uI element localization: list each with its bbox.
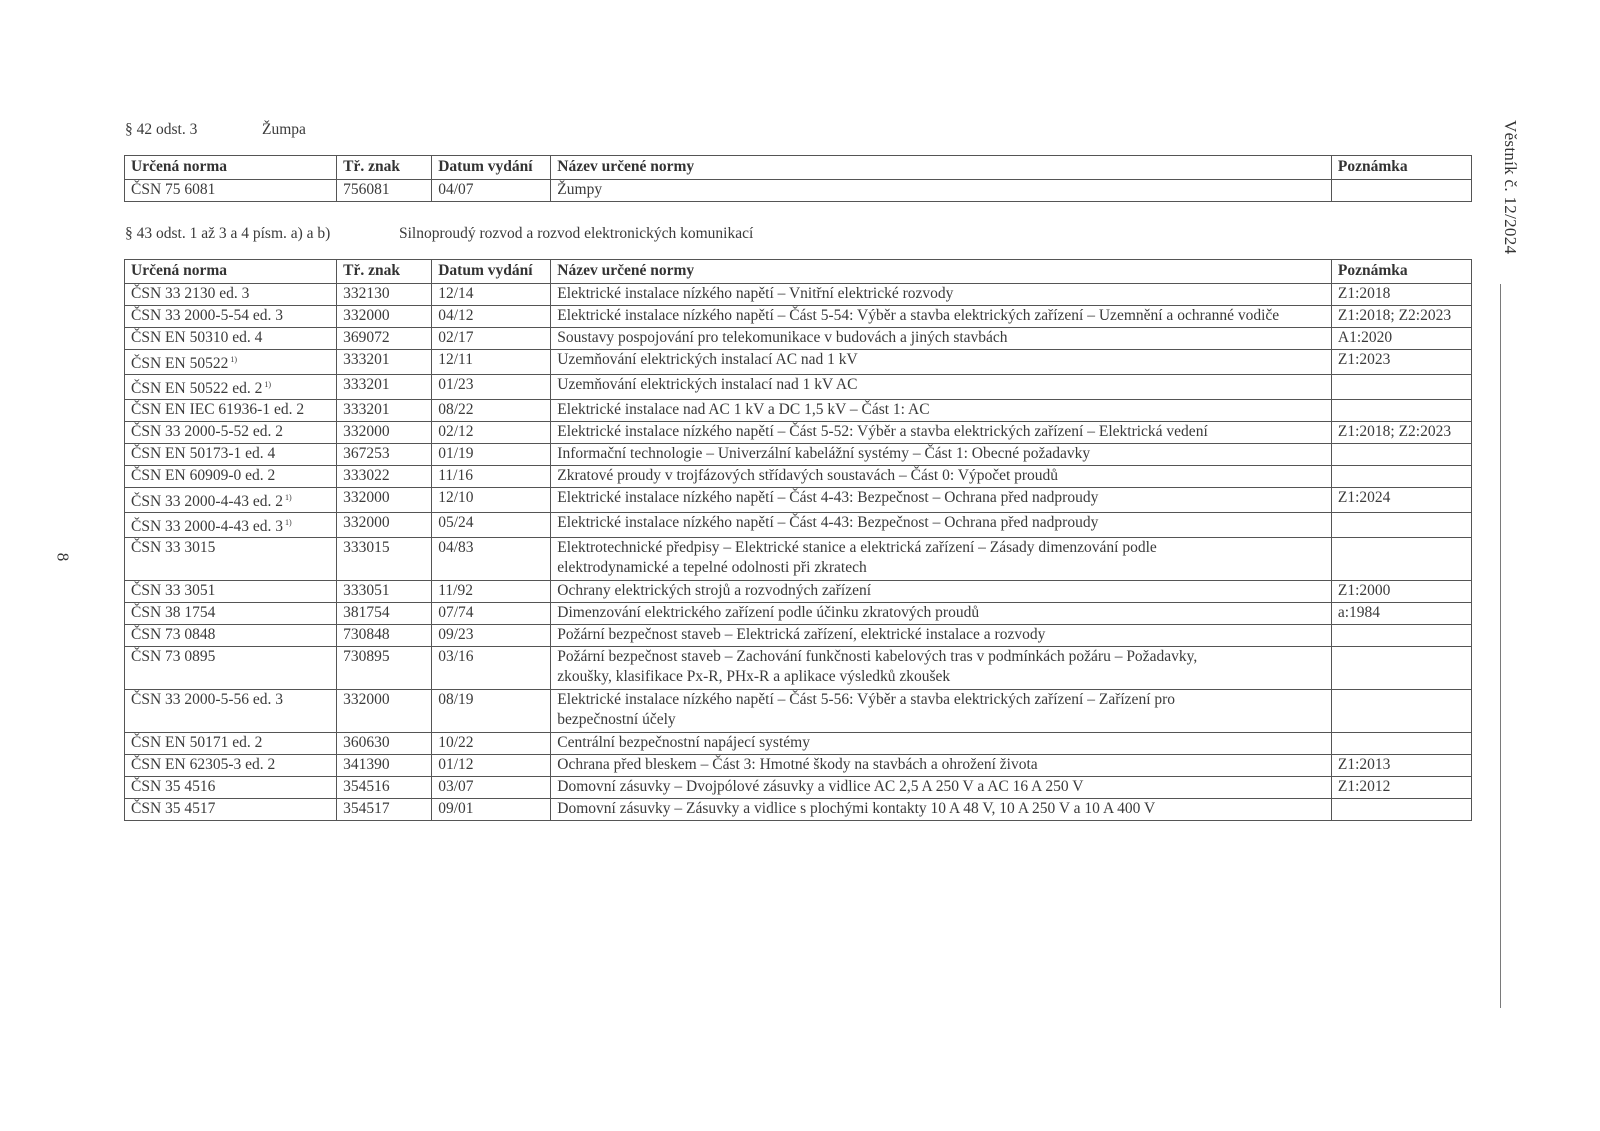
- cell-nazev-normy: [551, 375, 1332, 400]
- nazev-line: Uzemňování elektrických instalací AC nad 1 kV: [557, 351, 858, 368]
- table-row: [125, 777, 1472, 799]
- cell-datum-vydani: 01/23: [432, 375, 551, 400]
- cell-urcena-norma: [125, 422, 337, 444]
- table-row: [125, 284, 1472, 306]
- cell-trid-znak: 341390: [337, 755, 432, 777]
- page-number: 8: [53, 552, 73, 562]
- nazev-line: Dimenzování elektrického zařízení podle účinku zkratových proudů: [557, 604, 980, 621]
- section-paragraph: § 42 odst. 3: [125, 121, 198, 138]
- nazev-line: bezpečnostní účely: [557, 711, 676, 728]
- table-row: [125, 306, 1472, 328]
- cell-datum-vydani: 01/19: [432, 444, 551, 466]
- cell-nazev-normy: [551, 647, 1332, 690]
- cell-urcena-norma: [125, 690, 337, 733]
- table-row: [125, 581, 1472, 603]
- cell-datum-vydani: 05/24: [432, 513, 551, 538]
- header-datum-vydani: Datum vydání: [432, 260, 551, 284]
- table-row: [125, 466, 1472, 488]
- cell-poznamka: Z1:2013: [1331, 755, 1471, 777]
- cell-urcena-norma: [125, 513, 337, 538]
- nazev-line: Elektrické instalace nízkého napětí – Část 5-52: Výběr a stavba elektrických zařízení – Elektrická vedení: [557, 423, 1208, 440]
- cell-nazev-normy: [551, 625, 1332, 647]
- header-poznamka: Poznámka: [1331, 260, 1471, 284]
- cell-trid-znak: 730848: [337, 625, 432, 647]
- cell-datum-vydani: 10/22: [432, 733, 551, 755]
- cell-poznamka: [1331, 466, 1471, 488]
- cell-trid-znak: 354516: [337, 777, 432, 799]
- cell-trid-znak: 332000: [337, 306, 432, 328]
- cell-nazev-normy: [551, 488, 1332, 513]
- cell-poznamka: Z1:2000: [1331, 581, 1471, 603]
- nazev-line: Ochrany elektrických strojů a rozvodných zařízení: [557, 582, 872, 599]
- header-trid-znak: Tř. znak: [337, 156, 432, 180]
- norma-code: ČSN 33 2000-5-52 ed. 2: [131, 423, 283, 440]
- cell-nazev-normy: [551, 350, 1332, 375]
- table-row: [125, 350, 1472, 375]
- header-urcena-norma: Určená norma: [125, 156, 337, 180]
- cell-nazev-normy: [551, 284, 1332, 306]
- cell-nazev-normy: [551, 777, 1332, 799]
- cell-trid-znak: 730895: [337, 647, 432, 690]
- norma-code: ČSN 38 1754: [131, 604, 216, 621]
- cell-poznamka: [1331, 647, 1471, 690]
- nazev-line: Uzemňování elektrických instalací nad 1 kV AC: [557, 376, 858, 393]
- footnote-mark: 1): [284, 493, 292, 502]
- cell-poznamka: [1331, 538, 1471, 581]
- nazev-line: Zkratové proudy v trojfázových střídavých soustavách – Část 0: Výpočet proudů: [557, 467, 1059, 484]
- norma-code: ČSN EN 50310 ed. 4: [131, 329, 263, 346]
- cell-poznamka: [1331, 375, 1471, 400]
- cell-datum-vydani: 12/11: [432, 350, 551, 375]
- cell-urcena-norma: [125, 400, 337, 422]
- bulletin-title: Věstník č. 12/2024: [1501, 120, 1520, 255]
- cell-nazev-normy: [551, 690, 1332, 733]
- cell-urcena-norma: [125, 647, 337, 690]
- section-heading: [125, 225, 754, 243]
- cell-urcena-norma: [125, 603, 337, 625]
- cell-urcena-norma: [125, 306, 337, 328]
- cell-nazev-normy: [551, 733, 1332, 755]
- cell-nazev-normy: [551, 466, 1332, 488]
- cell-datum-vydani: 04/83: [432, 538, 551, 581]
- cell-datum-vydani: 03/16: [432, 647, 551, 690]
- norma-code: ČSN 73 0848: [131, 626, 216, 643]
- cell-urcena-norma: [125, 581, 337, 603]
- cell-urcena-norma: [125, 375, 337, 400]
- cell-nazev-normy: [551, 513, 1332, 538]
- cell-nazev-normy: [551, 538, 1332, 581]
- cell-trid-znak: 333051: [337, 581, 432, 603]
- side-divider: [1500, 284, 1501, 1008]
- cell-nazev-normy: [551, 755, 1332, 777]
- cell-nazev-normy: [551, 444, 1332, 466]
- norma-code: ČSN EN 50522: [131, 355, 229, 372]
- nazev-line: Elektrické instalace nad AC 1 kV a DC 1,5 kV – Část 1: AC: [557, 401, 930, 418]
- cell-datum-vydani: 12/14: [432, 284, 551, 306]
- cell-datum-vydani: 03/07: [432, 777, 551, 799]
- cell-urcena-norma: [125, 538, 337, 581]
- section-title: Žumpa: [262, 121, 306, 138]
- nazev-line: Elektrické instalace nízkého napětí – Část 5-54: Výběr a stavba elektrických zařízení – Uzemnění a ochranné vodiče: [557, 307, 1280, 324]
- norma-code: ČSN EN 50171 ed. 2: [131, 734, 263, 751]
- cell-poznamka: Z1:2018; Z2:2023: [1331, 306, 1471, 328]
- cell-poznamka: Z1:2024: [1331, 488, 1471, 513]
- cell-poznamka: Z1:2012: [1331, 777, 1471, 799]
- norma-code: ČSN EN 62305-3 ed. 2: [131, 756, 276, 773]
- table-row: [125, 647, 1472, 690]
- cell-datum-vydani: 09/23: [432, 625, 551, 647]
- nazev-line: Informační technologie – Univerzální kabelážní systémy – Část 1: Obecné požadavky: [557, 445, 1091, 462]
- norma-code: ČSN 35 4517: [131, 800, 216, 817]
- nazev-line: Požární bezpečnost staveb – Zachování funkčnosti kabelových tras v podmínkách požáru – Požadavky,: [557, 648, 1198, 665]
- cell-nazev-normy: [551, 603, 1332, 625]
- cell-nazev-normy: [551, 328, 1332, 350]
- table-row: [125, 799, 1472, 821]
- footnote-mark: 1): [264, 380, 271, 389]
- cell-trid-znak: 332130: [337, 284, 432, 306]
- table-row: [125, 733, 1472, 755]
- cell-urcena-norma: [125, 328, 337, 350]
- cell-urcena-norma: [125, 799, 337, 821]
- cell-trid-znak: 381754: [337, 603, 432, 625]
- cell-poznamka: [1331, 180, 1471, 202]
- norma-code: ČSN EN 50173-1 ed. 4: [131, 445, 276, 462]
- nazev-line: Požární bezpečnost staveb – Elektrická zařízení, elektrické instalace a rozvody: [557, 626, 1046, 643]
- table-row: [125, 513, 1472, 538]
- cell-poznamka: [1331, 625, 1471, 647]
- cell-nazev-normy: [551, 581, 1332, 603]
- norma-code: ČSN 73 0895: [131, 648, 216, 665]
- cell-nazev-normy: [551, 180, 1332, 202]
- cell-datum-vydani: 01/12: [432, 755, 551, 777]
- cell-urcena-norma: [125, 180, 337, 202]
- cell-urcena-norma: [125, 625, 337, 647]
- table-row: [125, 690, 1472, 733]
- footnote-mark: 1): [284, 518, 292, 527]
- cell-urcena-norma: [125, 777, 337, 799]
- cell-datum-vydani: 11/92: [432, 581, 551, 603]
- cell-poznamka: Z1:2018; Z2:2023: [1331, 422, 1471, 444]
- cell-poznamka: Z1:2018: [1331, 284, 1471, 306]
- norma-code: ČSN 33 2000-5-56 ed. 3: [131, 691, 283, 708]
- header-poznamka: Poznámka: [1331, 156, 1471, 180]
- cell-poznamka: a:1984: [1331, 603, 1471, 625]
- cell-poznamka: [1331, 799, 1471, 821]
- section-paragraph: § 43 odst. 1 až 3 a 4 písm. a) a b): [125, 225, 331, 242]
- cell-datum-vydani: 02/12: [432, 422, 551, 444]
- footnote-mark: 1): [230, 355, 237, 364]
- cell-nazev-normy: [551, 400, 1332, 422]
- cell-urcena-norma: [125, 755, 337, 777]
- header-urcena-norma: Určená norma: [125, 260, 337, 284]
- table-row: [125, 375, 1472, 400]
- cell-datum-vydani: 02/17: [432, 328, 551, 350]
- cell-urcena-norma: [125, 350, 337, 375]
- cell-trid-znak: 333201: [337, 400, 432, 422]
- cell-trid-znak: 333015: [337, 538, 432, 581]
- cell-poznamka: [1331, 444, 1471, 466]
- norma-code: ČSN EN 50522 ed. 2: [131, 380, 263, 397]
- cell-poznamka: Z1:2023: [1331, 350, 1471, 375]
- table-header-row: [125, 260, 1472, 284]
- norma-code: ČSN EN IEC 61936-1 ed. 2: [131, 401, 305, 418]
- table-row: [125, 444, 1472, 466]
- cell-urcena-norma: [125, 488, 337, 513]
- cell-poznamka: [1331, 400, 1471, 422]
- cell-urcena-norma: [125, 466, 337, 488]
- cell-trid-znak: 756081: [337, 180, 432, 202]
- table-row: [125, 538, 1472, 581]
- cell-poznamka: [1331, 733, 1471, 755]
- nazev-line: Centrální bezpečnostní napájecí systémy: [557, 734, 810, 751]
- norma-code: ČSN 75 6081: [131, 181, 216, 198]
- nazev-line: Soustavy pospojování pro telekomunikace v budovách a jiných stavbách: [557, 329, 1008, 346]
- nazev-line: Domovní zásuvky – Dvojpólové zásuvky a vidlice AC 2,5 A 250 V a AC 16 A 250 V: [557, 778, 1084, 795]
- norma-code: ČSN 35 4516: [131, 778, 216, 795]
- table-row: [125, 400, 1472, 422]
- cell-datum-vydani: 12/10: [432, 488, 551, 513]
- header-trid-znak: Tř. znak: [337, 260, 432, 284]
- nazev-line: zkoušky, klasifikace Px-R, PHx-R a aplikace výsledků zkoušek: [557, 668, 951, 685]
- cell-trid-znak: 333201: [337, 350, 432, 375]
- nazev-line: elektrodynamické a tepelné odolnosti při zkratech: [557, 559, 867, 576]
- header-nazev-normy: Název určené normy: [551, 156, 1332, 180]
- norma-code: ČSN 33 2000-5-54 ed. 3: [131, 307, 283, 324]
- table-row: [125, 328, 1472, 350]
- section-heading: [125, 121, 306, 139]
- cell-trid-znak: 360630: [337, 733, 432, 755]
- cell-trid-znak: 332000: [337, 422, 432, 444]
- cell-trid-znak: 332000: [337, 690, 432, 733]
- norma-code: ČSN 33 2000-4-43 ed. 2: [131, 493, 283, 510]
- cell-trid-znak: 333201: [337, 375, 432, 400]
- section-title: Silnoproudý rozvod a rozvod elektronických komunikací: [399, 225, 754, 242]
- nazev-line: Elektrické instalace nízkého napětí – Část 5-56: Výběr a stavba elektrických zařízení – Zařízení pro: [557, 691, 1176, 708]
- cell-datum-vydani: 08/22: [432, 400, 551, 422]
- cell-datum-vydani: 11/16: [432, 466, 551, 488]
- cell-datum-vydani: 04/07: [432, 180, 551, 202]
- cell-urcena-norma: [125, 444, 337, 466]
- cell-nazev-normy: [551, 422, 1332, 444]
- cell-poznamka: A1:2020: [1331, 328, 1471, 350]
- table-row: [125, 603, 1472, 625]
- table-row: [125, 180, 1472, 202]
- cell-nazev-normy: [551, 306, 1332, 328]
- cell-trid-znak: 332000: [337, 488, 432, 513]
- table-row: [125, 422, 1472, 444]
- cell-nazev-normy: [551, 799, 1332, 821]
- cell-trid-znak: 354517: [337, 799, 432, 821]
- nazev-line: Domovní zásuvky – Zásuvky a vidlice s plochými kontakty 10 A 48 V, 10 A 250 V a 10 A 400 V: [557, 800, 1156, 817]
- norms-table: [124, 259, 1472, 821]
- cell-urcena-norma: [125, 284, 337, 306]
- norma-code: ČSN 33 3051: [131, 582, 216, 599]
- nazev-line: Elektrické instalace nízkého napětí – Vnitřní elektrické rozvody: [557, 285, 954, 302]
- cell-urcena-norma: [125, 733, 337, 755]
- norma-code: ČSN 33 2000-4-43 ed. 3: [131, 518, 283, 535]
- cell-datum-vydani: 08/19: [432, 690, 551, 733]
- table-row: [125, 625, 1472, 647]
- cell-datum-vydani: 04/12: [432, 306, 551, 328]
- cell-poznamka: [1331, 513, 1471, 538]
- nazev-line: Elektrotechnické předpisy – Elektrické stanice a elektrická zařízení – Zásady dimenzování podle: [557, 539, 1157, 556]
- header-nazev-normy: Název určené normy: [551, 260, 1332, 284]
- nazev-line: Žumpy: [557, 181, 603, 198]
- nazev-line: Elektrické instalace nízkého napětí – Část 4-43: Bezpečnost – Ochrana před nadproudy: [557, 489, 1099, 506]
- table-row: [125, 488, 1472, 513]
- nazev-line: Ochrana před bleskem – Část 3: Hmotné škody na stavbách a ohrožení života: [557, 756, 1038, 773]
- cell-poznamka: [1331, 690, 1471, 733]
- cell-trid-znak: 332000: [337, 513, 432, 538]
- table-header-row: [125, 156, 1472, 180]
- norma-code: ČSN EN 60909-0 ed. 2: [131, 467, 276, 484]
- norma-code: ČSN 33 3015: [131, 539, 216, 556]
- cell-trid-znak: 367253: [337, 444, 432, 466]
- cell-trid-znak: 369072: [337, 328, 432, 350]
- norms-table: [124, 155, 1472, 202]
- header-datum-vydani: Datum vydání: [432, 156, 551, 180]
- cell-datum-vydani: 07/74: [432, 603, 551, 625]
- cell-datum-vydani: 09/01: [432, 799, 551, 821]
- table-row: [125, 755, 1472, 777]
- norma-code: ČSN 33 2130 ed. 3: [131, 285, 250, 302]
- nazev-line: Elektrické instalace nízkého napětí – Část 4-43: Bezpečnost – Ochrana před nadproudy: [557, 514, 1099, 531]
- cell-trid-znak: 333022: [337, 466, 432, 488]
